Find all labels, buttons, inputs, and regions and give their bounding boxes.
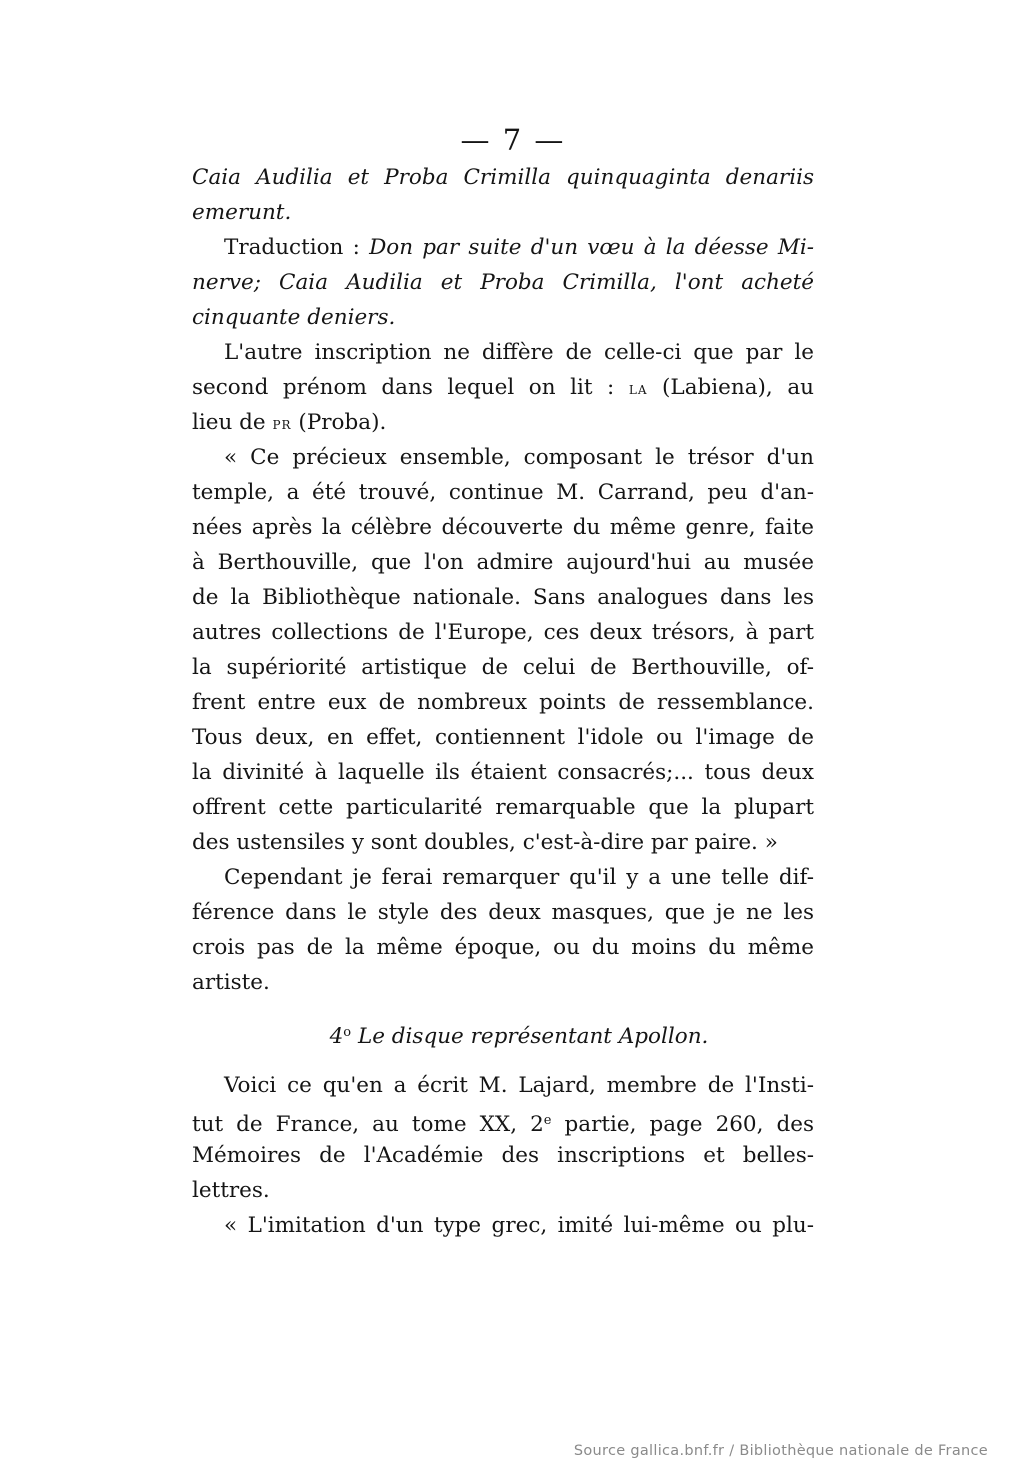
page-body <box>192 120 814 1243</box>
paragraph-latin-inscription <box>192 160 814 230</box>
text-fragment: second prénom dans lequel on lit : <box>192 375 629 400</box>
text-line: cinquante deniers. <box>192 305 396 330</box>
heading-ordinal: o <box>343 1025 352 1040</box>
text-fragment: tut de France, au tome XX, 2 <box>192 1112 544 1137</box>
text-line: offrent cette particularité remarquable que la plupart <box>192 795 814 820</box>
text-line: à Berthouville, que l'on admire aujourd'hui au musée <box>192 550 814 575</box>
paragraph-quotation-carrand <box>192 440 814 860</box>
text-line: Mémoires de l'Académie des inscriptions et belles- <box>192 1143 814 1168</box>
text-line: « L'imitation d'un type grec, imité lui-même ou plu- <box>224 1213 814 1238</box>
section-heading <box>224 1015 814 1050</box>
text-line: crois pas de la même époque, ou du moins du même <box>192 935 814 960</box>
text-line: frent entre eux de nombreux points de ressemblance. <box>192 690 814 715</box>
text-fragment: lieu de <box>192 410 273 435</box>
text-fragment: (Proba). <box>291 410 387 435</box>
text-line: férence dans le style des deux masques, que je ne les <box>192 900 814 925</box>
text-line <box>192 1103 814 1138</box>
text-line: temple, a été trouvé, continue M. Carrand, peu d'an- <box>192 480 814 505</box>
text-line: la supériorité artistique de celui de Berthouville, of- <box>192 655 814 680</box>
text-line <box>192 405 814 440</box>
text-fragment: partie, page 260, des <box>551 1112 814 1137</box>
abbreviation-la: la <box>628 379 648 399</box>
text-line: des ustensiles y sont doubles, c'est-à-dire par paire. » <box>192 830 778 855</box>
source-credit: Source gallica.bnf.fr / Bibliothèque nationale de France <box>573 1443 988 1459</box>
text-fragment: (Labiena), au <box>647 375 814 400</box>
paragraph-translation <box>192 230 814 335</box>
translation-text: Don par suite d'un vœu à la déesse Mi- <box>369 235 815 260</box>
paragraph-other-inscription <box>192 335 814 440</box>
paragraph-lajard <box>192 1068 814 1208</box>
text-line: Caia Audilia et Proba Crimilla quinquaginta denariis <box>192 165 814 190</box>
text-line: artiste. <box>192 970 270 995</box>
text-line: lettres. <box>192 1178 270 1203</box>
page-number: — 7 — <box>460 123 566 157</box>
text-line: Voici ce qu'en a écrit M. Lajard, membre de l'Insti- <box>224 1073 814 1098</box>
text-line: Cependant je ferai remarquer qu'il y a une telle dif- <box>224 865 814 890</box>
text-line: L'autre inscription ne diffère de celle-ci que par le <box>224 340 814 365</box>
text-line: Tous deux, en effet, contiennent l'idole ou l'image de <box>192 725 814 750</box>
text-line: de la Bibliothèque nationale. Sans analogues dans les <box>192 585 814 610</box>
text-line: nées après la célèbre découverte du même genre, faite <box>192 515 814 540</box>
text-line: emerunt. <box>192 200 292 225</box>
text-line: autres collections de l'Europe, ces deux trésors, à part <box>192 620 814 645</box>
heading-text: Le disque représentant Apollon. <box>351 1024 709 1049</box>
paragraph-remark-masks <box>192 860 814 1000</box>
text-line <box>192 370 814 405</box>
text-line: « Ce précieux ensemble, composant le trésor d'un <box>224 445 814 470</box>
paragraph-imitation-quote <box>192 1208 814 1243</box>
heading-number: 4 <box>329 1024 344 1049</box>
text-line: nerve; Caia Audilia et Proba Crimilla, l'ont acheté <box>192 270 814 295</box>
translation-label: Traduction : <box>224 235 370 260</box>
ordinal-superscript: e <box>543 1113 552 1128</box>
abbreviation-pr: pr <box>272 414 292 434</box>
text-line: la divinité à laquelle ils étaient consacrés;... tous deux <box>192 760 814 785</box>
text-line <box>192 230 814 265</box>
